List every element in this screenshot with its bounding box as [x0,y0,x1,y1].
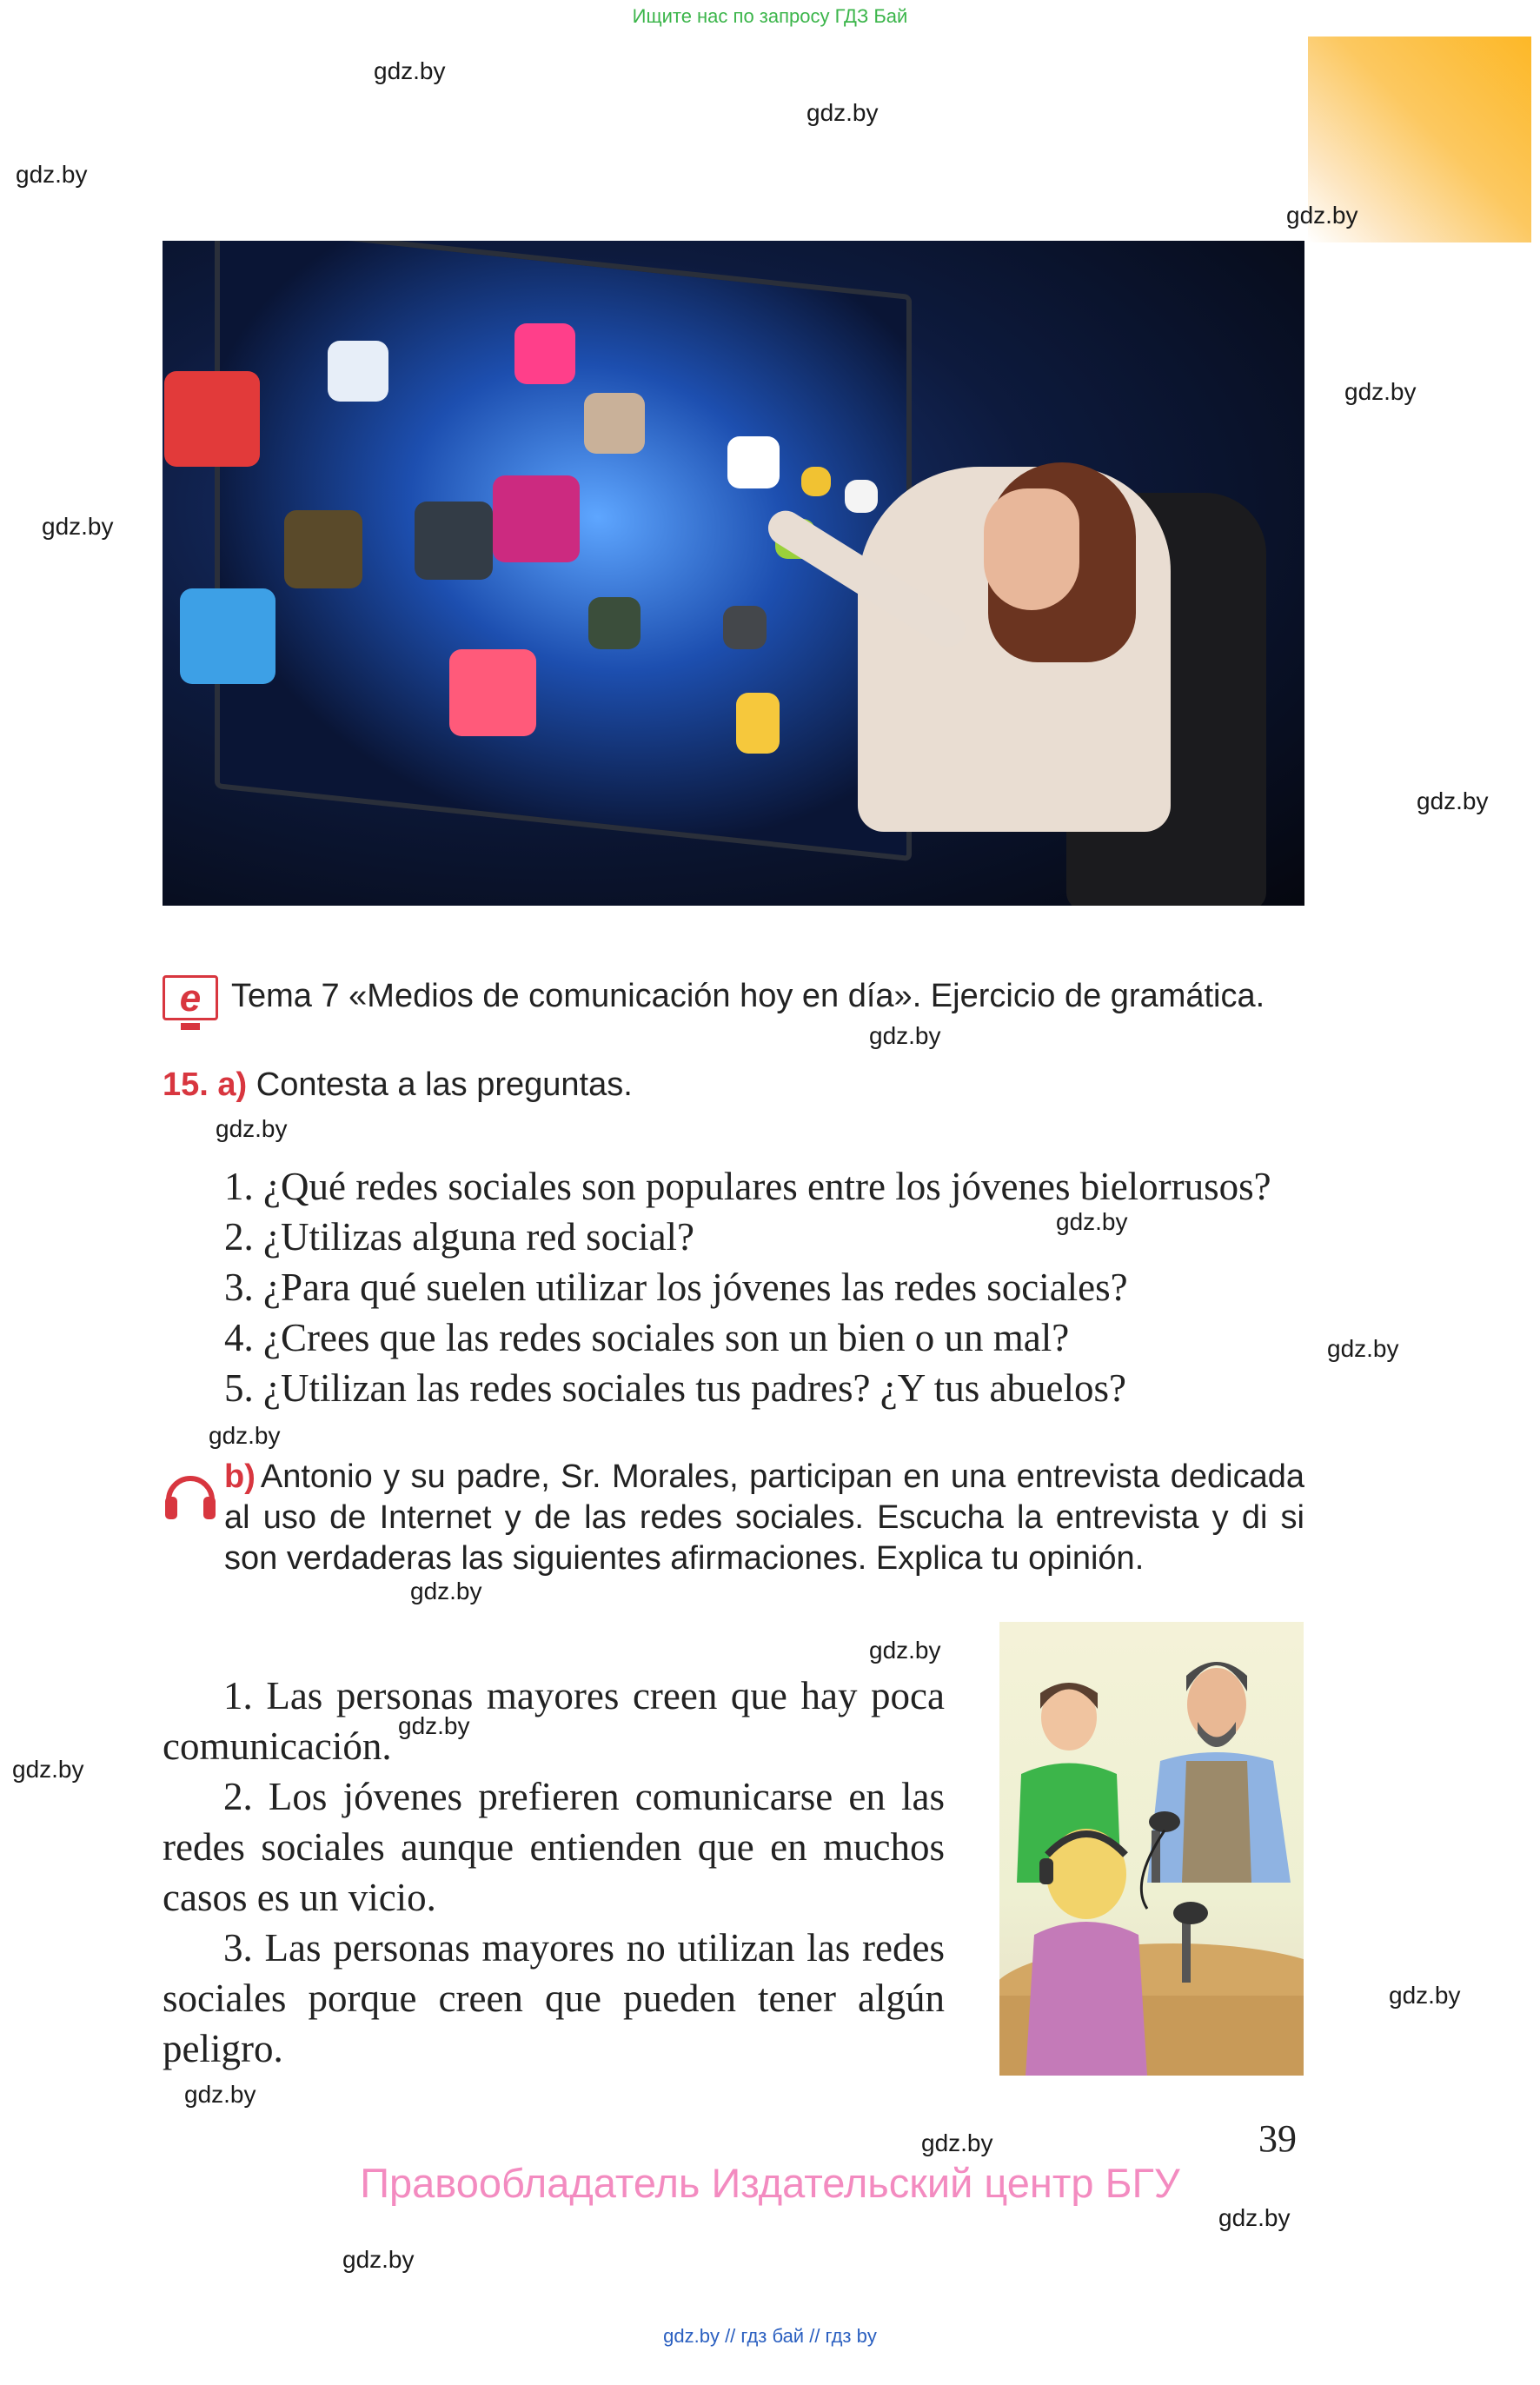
lock-app-icon [415,502,493,580]
watermark: gdz.by [42,513,114,540]
notes-app-icon [284,510,362,588]
exercise-heading [163,1066,633,1104]
question-item: 5. ¿Utilizan las redes sociales tus padres? ¿Y tus abuelos? [224,1366,1126,1410]
wifi-app-icon [449,649,536,736]
watermark: gdz.by [398,1712,470,1739]
questions-list [224,1161,1271,1413]
question-item: 3. ¿Para qué suelen utilizar los jóvenes las redes sociales? [224,1266,1128,1309]
watermark: gdz.by [921,2129,993,2156]
watermark: gdz.by [1056,1208,1128,1235]
watermark: gdz.by [1327,1335,1399,1362]
e-resource-icon[interactable]: e [163,975,218,1020]
top-banner[interactable]: Ищите нас по запросу ГДЗ Бай [632,5,908,27]
watermark: gdz.by [869,1637,941,1664]
headphones-audio-icon[interactable] [162,1467,219,1523]
interview-illustration [999,1622,1304,2076]
yellow-blur-app-icon [736,693,780,754]
part-b-letter: b) [224,1458,256,1495]
watermark: gdz.by [1389,1982,1461,2009]
watermark: gdz.by [12,1756,84,1783]
question-item: 4. ¿Crees que las redes sociales son un bien o un mal? [224,1316,1070,1359]
watermark: gdz.by [1218,2204,1291,2231]
hero-photo-woman-touchscreen [163,241,1304,906]
rights-holder-footer: Правообладатель Издательский центр БГУ [360,2160,1180,2206]
question-item: 1. ¿Qué redes sociales son populares entre los jóvenes bielorrusos? [224,1165,1271,1208]
flower-app-icon [727,436,780,488]
part-a-instruction: Contesta a las preguntas. [256,1066,633,1103]
bluetooth-app-icon [328,341,388,402]
tv-app-icon [584,393,645,454]
watermark: gdz.by [16,161,88,188]
watermark: gdz.by [374,57,446,84]
watermark: gdz.by [342,2246,415,2273]
phone-app-icon [493,475,580,562]
watermark: gdz.by [807,99,879,126]
yellow-app-icon [801,467,831,496]
watermark: gdz.by [1417,787,1489,814]
exercise-number: 15. [163,1066,209,1103]
pink-app-icon [514,323,575,384]
statement-item: 2. Los jóvenes prefieren comunicarse en las redes sociales aunque entienden que en muchos casos es un vicio. [163,1775,945,1919]
watermark: gdz.by [216,1115,288,1142]
bottom-links[interactable]: gdz.by // гдз бай // гдз by [663,2325,877,2347]
page-number: 39 [1258,2117,1297,2160]
watermark: gdz.by [1286,202,1358,229]
part-b-paragraph [224,1457,1304,1579]
woman-face [984,488,1079,610]
watermark: gdz.by [209,1422,281,1449]
question-item: 2. ¿Utilizas alguna red social? [224,1215,695,1259]
statement-item: 3. Las personas mayores no utilizan las redes sociales porque creen que pueden tener algún peligro. [163,1926,945,2070]
home-app-icon [164,371,260,467]
target-app-icon [588,597,641,649]
watermark: gdz.by [869,1022,941,1049]
calendar-app-icon [845,480,878,513]
statements-block [163,1671,945,2074]
watermark: gdz.by [1344,378,1417,405]
part-a-letter: a) [217,1066,248,1103]
gamepad-app-icon [723,606,767,649]
statement-item: 1. Las personas mayores creen que hay poca comunicación. [163,1674,945,1768]
theme-link[interactable]: Tema 7 «Medios de comunicación hoy en día». Ejercicio de gramática. [231,978,1265,1014]
watermark: gdz.by [410,1578,482,1604]
house-blur-app-icon [180,588,275,684]
watermark: gdz.by [184,2081,256,2108]
part-b-instruction: Antonio y su padre, Sr. Morales, participan en una entrevista dedicada al uso de Internet y de las redes sociales. Escucha la entrevista y di si son verdaderas las siguientes afirmaciones. Explica tu opinión. [224,1458,1304,1577]
